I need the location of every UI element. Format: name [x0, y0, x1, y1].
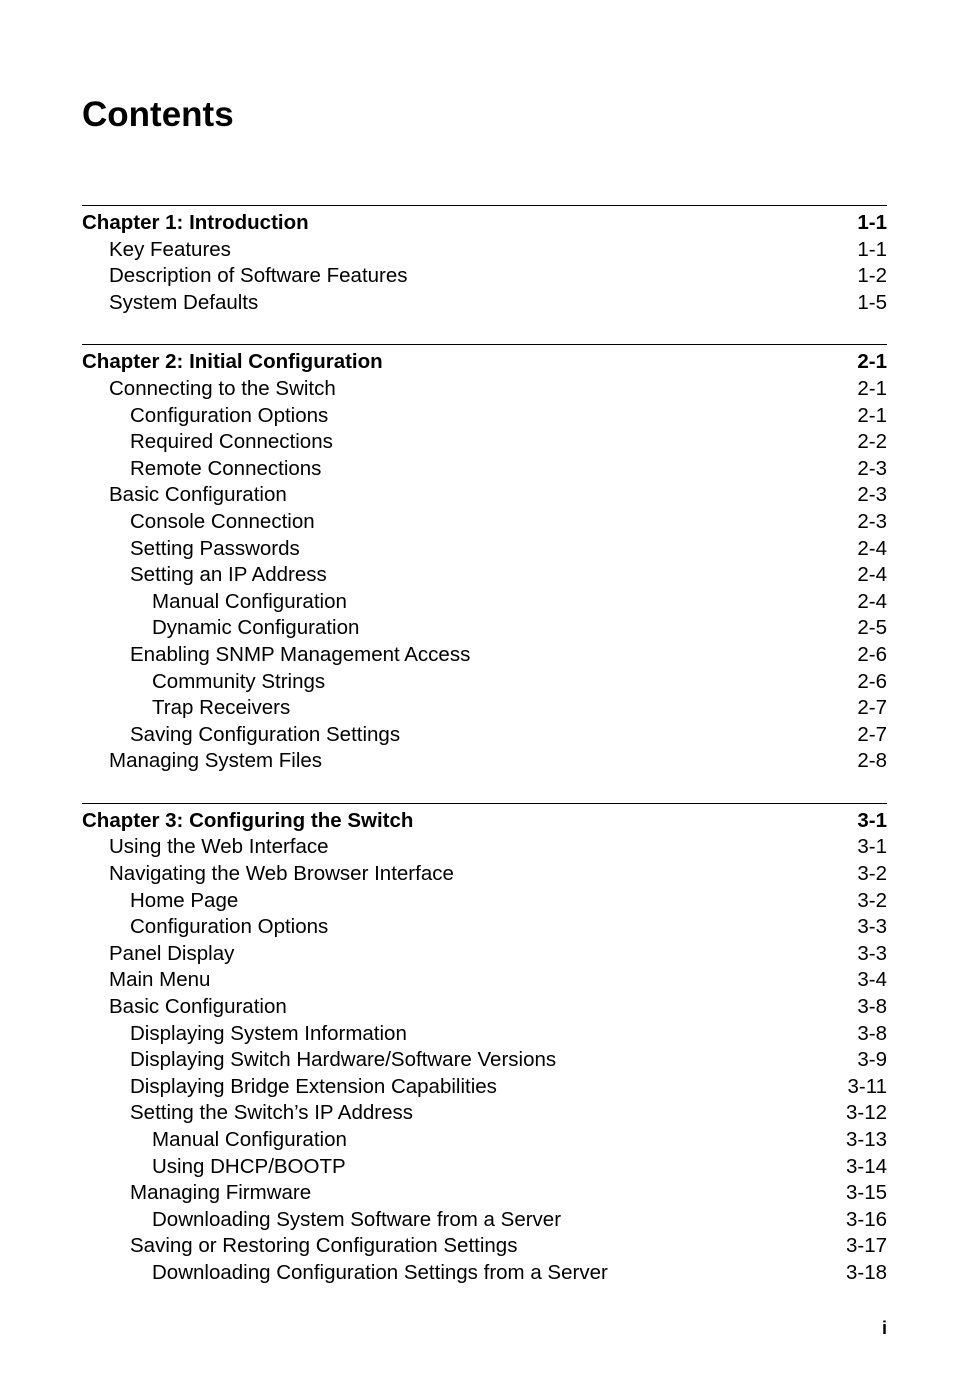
toc-entry-page-number: 3-12: [845, 1101, 887, 1125]
toc-entry-page-number: 1-5: [857, 290, 887, 314]
toc-entry-page-number: 3-9: [857, 1048, 887, 1072]
toc-entry-label: Setting the Switch’s IP Address: [130, 1101, 413, 1125]
toc-entry[interactable]: [82, 290, 887, 317]
toc-entry-page-number: 2-6: [857, 642, 887, 666]
toc-entry-page-number: 3-8: [857, 1021, 887, 1045]
toc-entry[interactable]: [82, 1100, 887, 1127]
toc-entry[interactable]: [82, 403, 887, 430]
toc-entry[interactable]: [82, 589, 887, 616]
toc-entry-page-number: 3-16: [845, 1207, 887, 1231]
toc-entry-label: Using DHCP/BOOTP: [152, 1154, 346, 1178]
toc-entry[interactable]: [82, 456, 887, 483]
table-of-contents: [82, 205, 887, 1287]
toc-entry-label: Enabling SNMP Management Access: [130, 642, 471, 666]
toc-entry-label: Description of Software Features: [109, 264, 408, 288]
toc-entry-label: Saving or Restoring Configuration Settings: [130, 1234, 518, 1258]
toc-entry-label: Setting an IP Address: [130, 563, 327, 587]
toc-entry[interactable]: [82, 1207, 887, 1234]
toc-entry-page-number: 2-2: [857, 430, 887, 454]
toc-entry-page-number: 3-3: [857, 915, 887, 939]
toc-entry-page-number: 2-3: [857, 456, 887, 480]
toc-entry[interactable]: [82, 562, 887, 589]
toc-entry-page-number: 3-14: [845, 1154, 887, 1178]
toc-entry-page-number: 2-3: [857, 509, 887, 533]
toc-entry-label: Managing Firmware: [130, 1181, 312, 1205]
toc-entry[interactable]: [82, 1074, 887, 1101]
toc-entry[interactable]: [82, 861, 887, 888]
chapter-page-number: 1-1: [857, 211, 887, 234]
toc-entry-label: Displaying System Information: [130, 1021, 407, 1045]
toc-entry-label: Trap Receivers: [152, 696, 291, 720]
toc-entry[interactable]: [82, 376, 887, 403]
page-folio: i: [881, 1318, 887, 1338]
toc-entry[interactable]: [82, 237, 887, 264]
toc-entry-label: Console Connection: [130, 509, 315, 533]
toc-entry-label: Setting Passwords: [130, 536, 300, 560]
toc-entry-page-number: 3-3: [857, 941, 887, 965]
toc-entry[interactable]: [82, 1021, 887, 1048]
toc-entry-label: Basic Configuration: [109, 995, 287, 1019]
toc-entry-label: Displaying Switch Hardware/Software Versions: [130, 1048, 557, 1072]
toc-entry[interactable]: [82, 722, 887, 749]
toc-entry[interactable]: [82, 994, 887, 1021]
chapter-page-number: 2-1: [857, 350, 887, 374]
chapter-title: Chapter 2: Initial Configuration: [82, 350, 383, 374]
toc-entry-label: Basic Configuration: [109, 483, 287, 507]
toc-entry[interactable]: [82, 263, 887, 290]
toc-entry-page-number: 2-4: [857, 536, 887, 560]
toc-entry-page-number: 3-11: [847, 1074, 887, 1098]
toc-entry-page-number: 1-1: [857, 237, 887, 261]
toc-entry-label: Key Features: [109, 237, 231, 261]
toc-chapter-section: [82, 803, 887, 1287]
toc-entry-page-number: 3-1: [857, 835, 887, 859]
toc-entry[interactable]: [82, 536, 887, 563]
toc-entry-page-number: 2-4: [857, 563, 887, 587]
toc-entry-page-number: 3-2: [857, 862, 887, 886]
toc-entry-label: Home Page: [130, 888, 239, 912]
toc-entry-page-number: 1-2: [857, 264, 887, 288]
toc-entry-label: Panel Display: [109, 941, 235, 965]
toc-entry[interactable]: [82, 429, 887, 456]
toc-entry-label: Displaying Bridge Extension Capabilities: [130, 1074, 497, 1098]
toc-entry-label: Configuration Options: [130, 403, 329, 427]
toc-entry[interactable]: [82, 748, 887, 775]
toc-entry[interactable]: [82, 695, 887, 722]
toc-entry-label: Connecting to the Switch: [109, 376, 336, 400]
toc-chapter-section: [82, 344, 887, 775]
toc-entry-page-number: 2-1: [857, 376, 887, 400]
toc-chapter-heading[interactable]: [82, 349, 887, 376]
toc-entry-page-number: 3-17: [845, 1234, 887, 1258]
toc-entry-page-number: 3-2: [857, 888, 887, 912]
toc-entry-page-number: 2-5: [857, 616, 887, 640]
toc-entry[interactable]: [82, 1127, 887, 1154]
toc-entry[interactable]: [82, 642, 887, 669]
toc-entry-page-number: 2-6: [857, 669, 887, 693]
toc-entry-label: Saving Configuration Settings: [130, 722, 401, 746]
toc-entry-page-number: 2-1: [857, 403, 887, 427]
chapter-title: Chapter 3: Configuring the Switch: [82, 808, 414, 832]
toc-entry-label: System Defaults: [109, 290, 259, 314]
toc-entry-page-number: 3-15: [845, 1181, 887, 1205]
toc-entry-page-number: 2-4: [857, 589, 887, 613]
toc-entry-label: Navigating the Web Browser Interface: [109, 862, 454, 886]
toc-entry-label: Dynamic Configuration: [152, 616, 360, 640]
toc-entry-page-number: 3-4: [857, 968, 887, 992]
toc-entry-label: Downloading Configuration Settings from a Server: [152, 1260, 608, 1284]
chapter-title: Chapter 1: Introduction: [82, 211, 309, 234]
toc-entry[interactable]: [82, 834, 887, 861]
toc-entry-label: Required Connections: [130, 430, 333, 454]
toc-entry-label: Manual Configuration: [152, 1128, 347, 1151]
toc-entry[interactable]: [82, 1180, 887, 1207]
toc-entry[interactable]: [82, 1047, 887, 1074]
toc-entry-page-number: 3-18: [845, 1260, 887, 1284]
toc-entry[interactable]: [82, 1233, 887, 1260]
toc-entry-label: Remote Connections: [130, 456, 322, 480]
toc-chapter-heading[interactable]: [82, 210, 887, 237]
toc-chapter-heading[interactable]: [82, 808, 887, 835]
toc-entry-label: Manual Configuration: [152, 589, 347, 613]
toc-entry[interactable]: [82, 509, 887, 536]
toc-entry[interactable]: [82, 1154, 887, 1181]
toc-entry-page-number: 3-13: [845, 1128, 887, 1151]
toc-entry[interactable]: [82, 967, 887, 994]
page-title: Contents: [82, 95, 234, 134]
toc-chapter-section: [82, 205, 887, 316]
chapter-page-number: 3-1: [857, 808, 887, 832]
toc-entry-page-number: 3-8: [857, 995, 887, 1019]
toc-entry-page-number: 2-7: [857, 722, 887, 746]
toc-entry-label: Community Strings: [152, 669, 326, 693]
toc-entry-label: Using the Web Interface: [109, 835, 329, 859]
toc-entry[interactable]: [82, 1260, 887, 1287]
toc-entry[interactable]: [82, 615, 887, 642]
toc-entry-page-number: 2-7: [857, 696, 887, 720]
toc-entry-label: Managing System Files: [109, 749, 323, 773]
toc-entry[interactable]: [82, 669, 887, 696]
toc-entry[interactable]: [82, 888, 887, 915]
toc-entry[interactable]: [82, 941, 887, 968]
toc-entry-page-number: 2-3: [857, 483, 887, 507]
toc-entry[interactable]: [82, 914, 887, 941]
toc-entry-label: Downloading System Software from a Server: [152, 1207, 562, 1231]
toc-entry-label: Main Menu: [109, 968, 211, 992]
toc-entry[interactable]: [82, 482, 887, 509]
toc-entry-page-number: 2-8: [857, 749, 887, 773]
toc-entry-label: Configuration Options: [130, 915, 329, 939]
